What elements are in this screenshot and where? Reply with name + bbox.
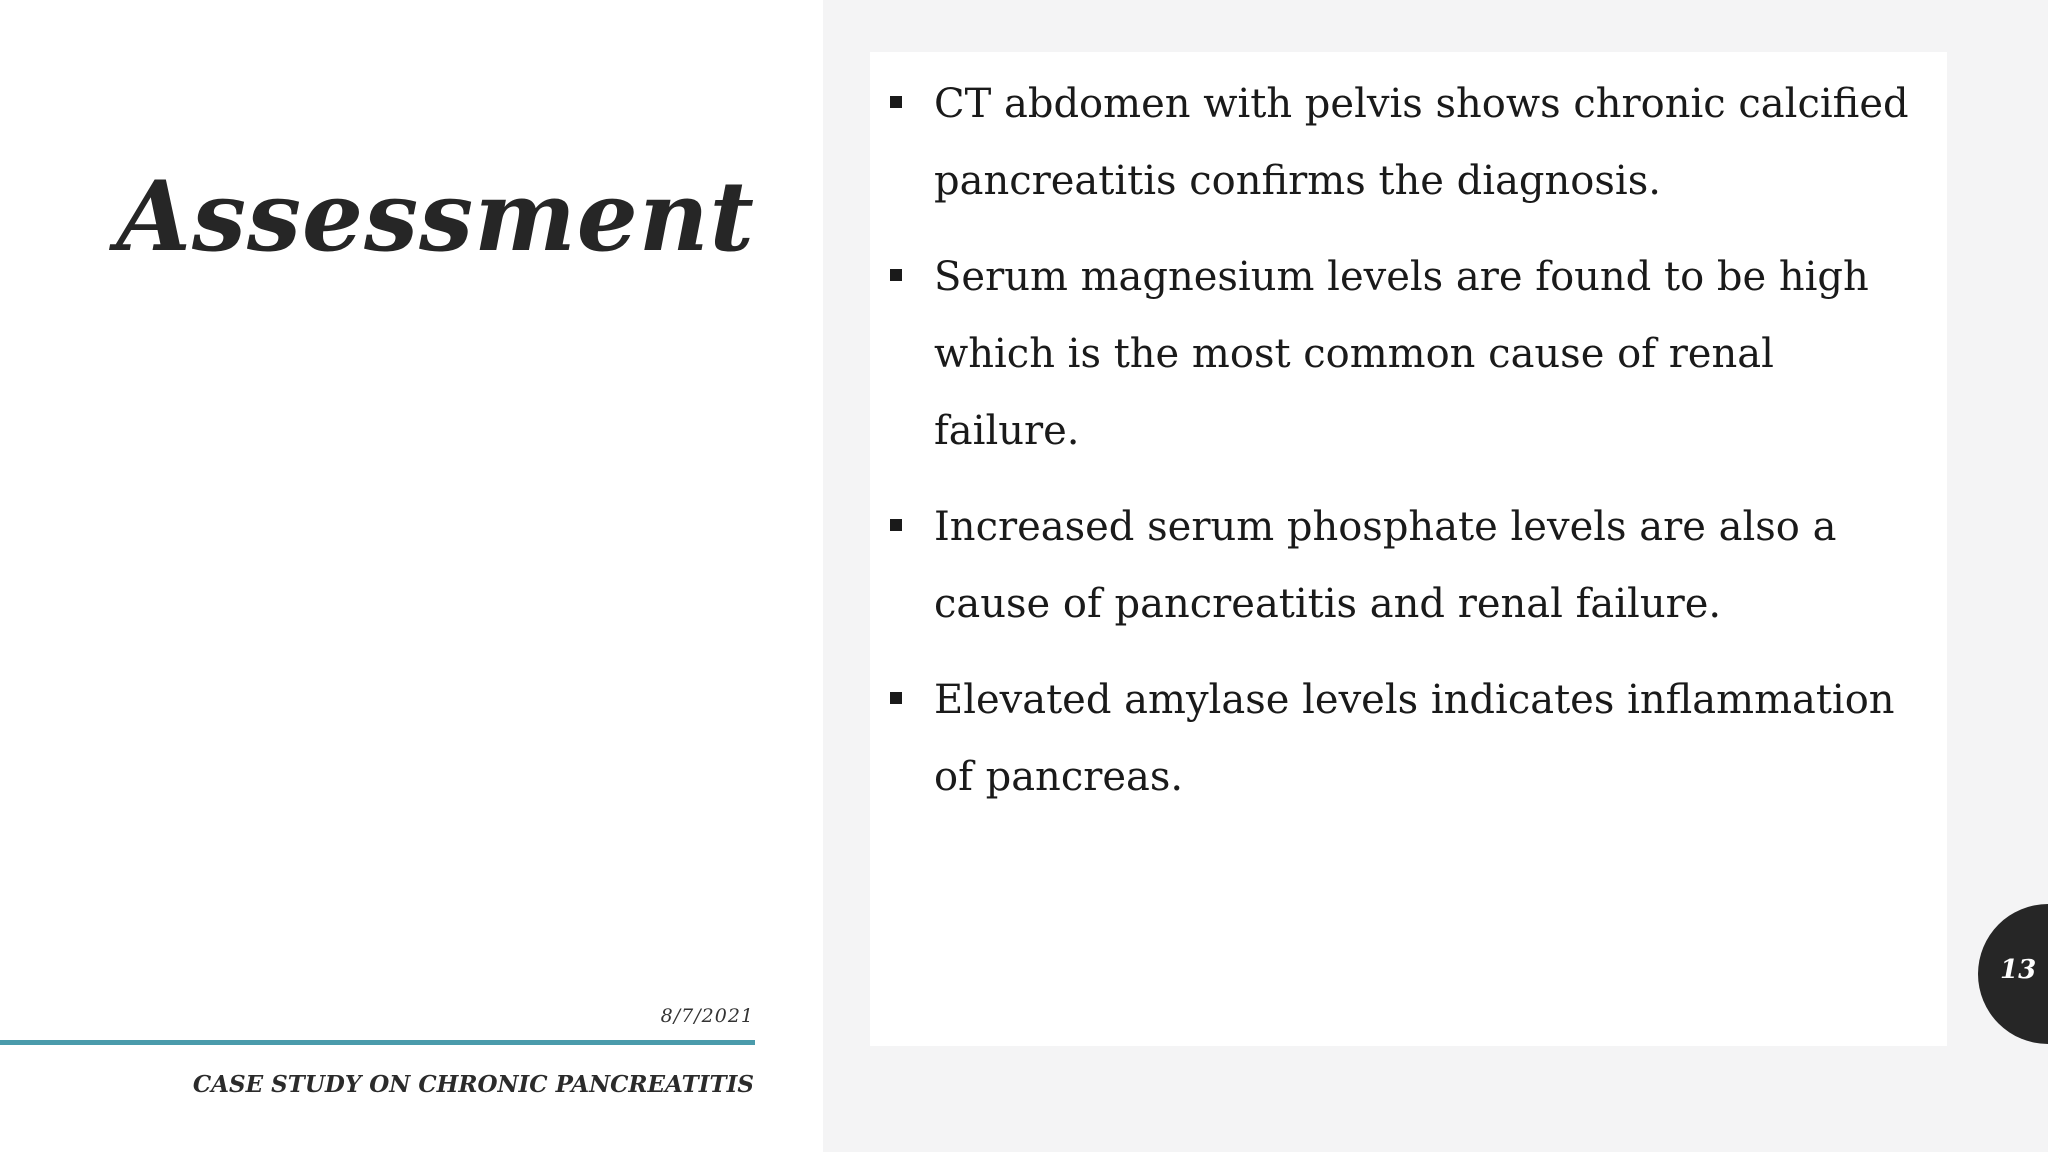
bullet-text: Serum magnesium levels are found to be high which is the most common cause of renal failure.	[934, 254, 1869, 454]
bullet-item	[885, 489, 1925, 643]
bullet-item	[885, 662, 1925, 816]
square-bullet-icon	[890, 269, 902, 281]
bullet-item	[885, 66, 1925, 220]
bullet-item	[885, 239, 1925, 470]
footer-text: CASE STUDY ON CHRONIC PANCREATITIS	[192, 1071, 754, 1098]
bullet-text: CT abdomen with pelvis shows chronic calcified pancreatitis confirms the diagnosis.	[934, 81, 1909, 204]
square-bullet-icon	[890, 519, 902, 531]
bullet-list	[885, 66, 1925, 835]
square-bullet-icon	[890, 96, 902, 108]
page-number: 13	[2000, 955, 2037, 985]
slide-date: 8/7/2021	[660, 1005, 754, 1027]
slide-title: Assessment	[116, 160, 755, 273]
bullet-text: Elevated amylase levels indicates inflammation of pancreas.	[934, 677, 1895, 800]
bullet-text: Increased serum phosphate levels are also a cause of pancreatitis and renal failure.	[934, 504, 1837, 627]
accent-divider	[0, 1040, 755, 1045]
square-bullet-icon	[890, 692, 902, 704]
